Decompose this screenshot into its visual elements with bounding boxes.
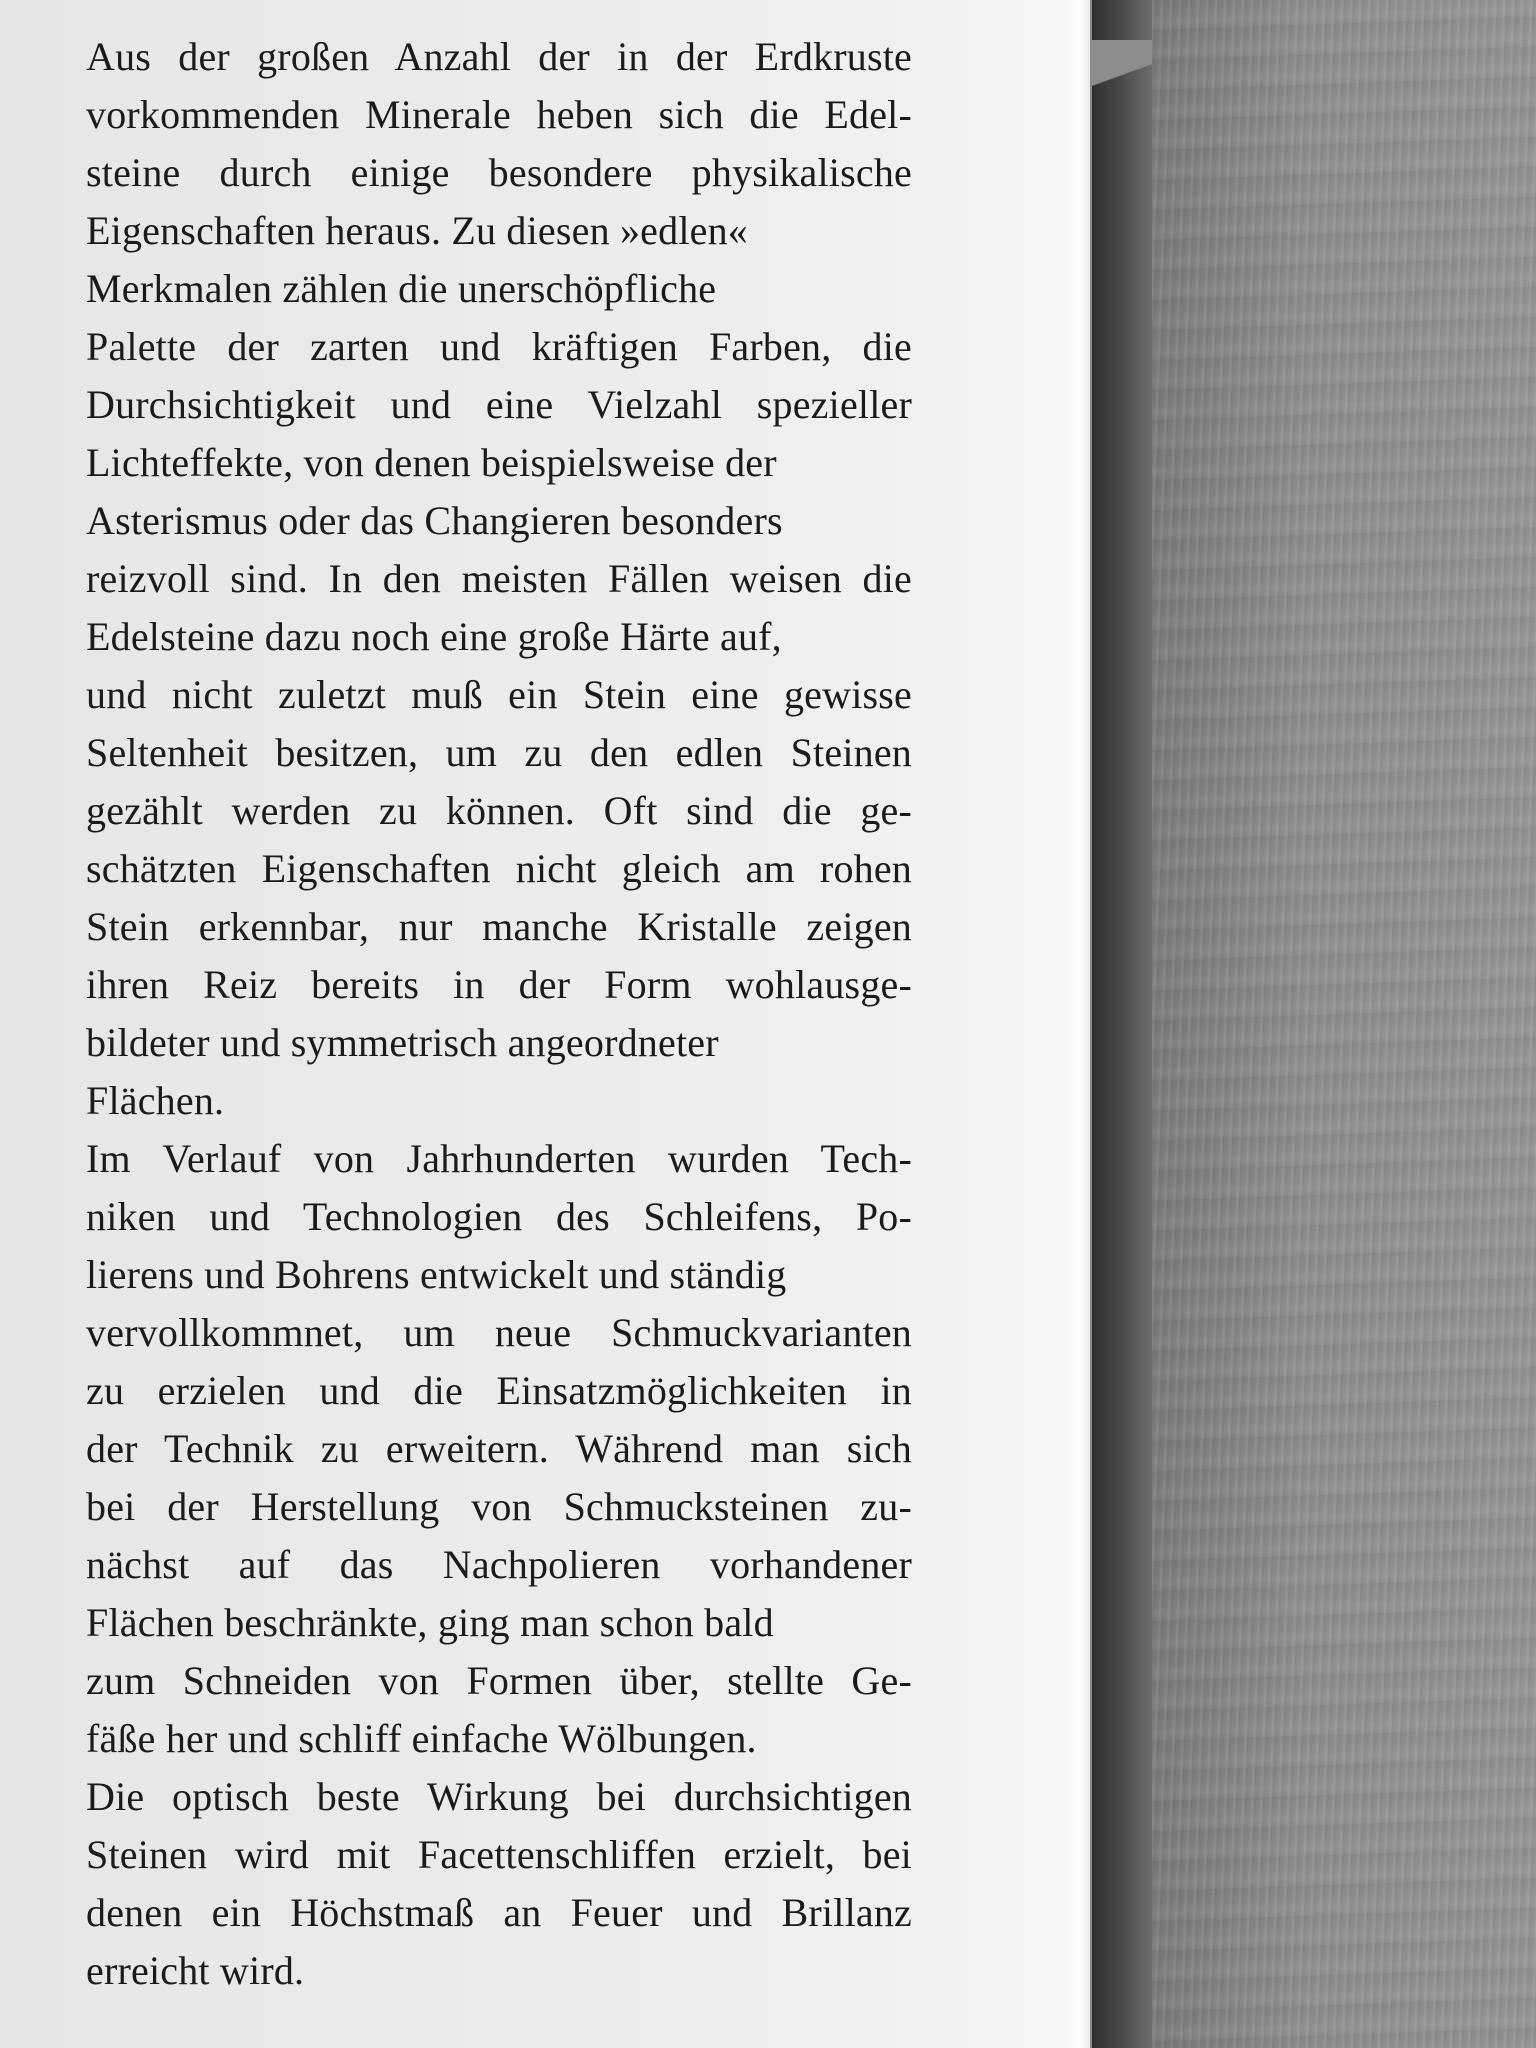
text-line: der Technik zu erweitern. Während man sich [86,1426,912,1471]
text-line: erreicht wird. [86,1948,305,1993]
text-line: Die optisch beste Wirkung bei durchsichtigen [86,1774,912,1819]
text-line: Edelsteine dazu noch eine große Härte auf, [86,614,782,659]
book-cover-corner [1090,40,1152,120]
text-line: fäße her und schliff einfache Wölbungen. [86,1716,757,1761]
text-line: Palette der zarten und kräftigen Farben, die [86,324,912,369]
text-line: lierens und Bohrens entwickelt und ständig [86,1252,787,1297]
text-line: Flächen beschränkte, ging man schon bald [86,1600,774,1645]
text-line: bei der Herstellung von Schmucksteinen zu- [86,1484,912,1529]
text-line: Im Verlauf von Jahrhunderten wurden Tech- [86,1136,912,1181]
text-line: Merkmalen zählen die unerschöpfliche [86,266,717,311]
text-line: vervollkommnet, um neue Schmuckvarianten [86,1310,912,1355]
text-line: nächst auf das Nachpolieren vorhandener [86,1542,912,1587]
text-line: zu erzielen und die Einsatzmöglichkeiten in [86,1368,912,1413]
text-line: schätzten Eigenschaften nicht gleich am rohen [86,846,912,891]
text-line: niken und Technologien des Schleifens, Po- [86,1194,912,1239]
book-cover-shadow [1092,0,1152,2048]
text-line: Aus der großen Anzahl der in der Erdkruste [86,34,912,79]
text-line: ihren Reiz bereits in der Form wohlausge- [86,962,912,1007]
wooden-surface [1152,0,1536,2048]
text-line: Durchsichtigkeit und eine Vielzahl spezieller [86,382,912,427]
text-line: steine durch einige besondere physikalische [86,150,912,195]
text-line: gezählt werden zu können. Oft sind die ge- [86,788,912,833]
text-line: Flächen. [86,1078,225,1123]
text-line: denen ein Höchstmaß an Feuer und Brillanz [86,1890,912,1935]
text-line: Asterismus oder das Changieren besonders [86,498,783,543]
text-line: Seltenheit besitzen, um zu den edlen Steinen [86,730,912,775]
text-line: zum Schneiden von Formen über, stellte Ge- [86,1658,912,1703]
text-line: Stein erkennbar, nur manche Kristalle zeigen [86,904,912,949]
text-line: Lichteffekte, von denen beispielsweise der [86,440,777,485]
text-line: und nicht zuletzt muß ein Stein eine gewisse [86,672,912,717]
text-line: reizvoll sind. In den meisten Fällen weisen die [86,556,912,601]
page-edge [1064,0,1090,2048]
text-line: Eigenschaften heraus. Zu diesen »edlen« [86,208,748,253]
text-line: vorkommenden Minerale heben sich die Edel- [86,92,912,137]
text-line: Steinen wird mit Facettenschliffen erzielt, bei [86,1832,912,1877]
text-line: bildeter und symmetrisch angeordneter [86,1020,719,1065]
